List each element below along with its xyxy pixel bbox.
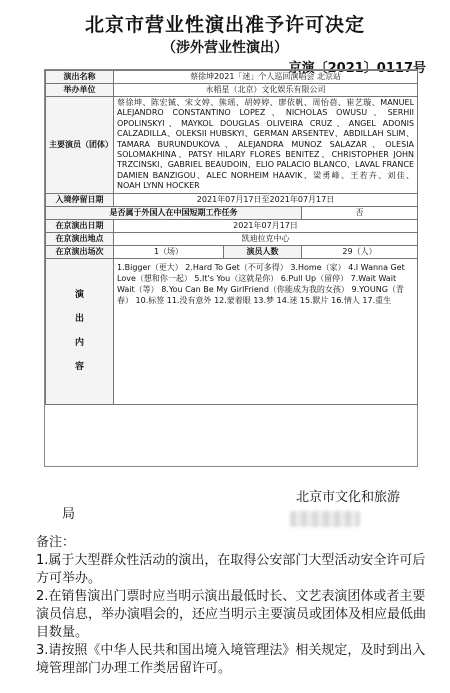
show-name-value: 蔡徐坤2021「迷」个人巡回演唱会 北京站: [114, 71, 418, 84]
note-item: 3.请按照《中华人民共和国出境入境管理法》相关规定，及时到出入境管理部门办理工作类居留许可。: [36, 643, 426, 676]
performers-value: 蔡徐坤、陈宏铖、宋文婷、熊瑶、胡婷婷、廖依帆、周怡蓓、崔艺璇、MANUEL ALEJANDRO CONSTANTINO LOPEZ、NICHOLAS OWUSU、SERHII OPOLINSKYI、MAYKOL DOUGLAS OLIVEIRA CRUZ、ANGEL ADONIS CALZADILLA、OLEKSII HUBSKYI、GERMAN ARSENTEV、ABDILLAH SLIM、TAMARA BURUNDUKOVA、ALEJANDRA MUNOZ SALAZAR、OLESIA SOLOMAKHINA、PATSY HILARY FLORES BENITEZ、CHRISTOPHER JOHN TRZCINSKI、GABRIEL BEAUDOIN、ELIO PALACIO BLANCO、LAVAL FRANCE DAMIEN BANZIGOU、ALEC NORHEIM HAAVIK、梁勇峰、王若卉、刘佳、NOAH LYNN HOCKER: [114, 97, 418, 194]
content-label-char: 演: [74, 290, 84, 301]
permit-table: [45, 70, 418, 405]
row-sessions: [46, 245, 418, 258]
venue-value: 凯迪拉克中心: [114, 232, 418, 245]
row-content: [46, 258, 418, 404]
note-item: 1.属于大型群众性活动的演出，在取得公安部门大型活动安全许可后方可举办。: [36, 553, 426, 586]
content-label: [46, 258, 114, 404]
content-label-char: 内: [74, 338, 84, 349]
cast-count-label: 演员人数: [224, 245, 302, 258]
stay-period-value: 2021年07月17日至2021年07月17日: [114, 193, 418, 206]
redacted-date: [290, 511, 360, 527]
show-name-label: 演出名称: [46, 71, 114, 84]
document-subtitle: （涉外营业性演出）: [162, 40, 288, 56]
sessions-value: 1（场）: [114, 245, 224, 258]
venue-label: 在京演出地点: [46, 232, 114, 245]
cast-count-value: 29（人）: [302, 245, 418, 258]
issuing-authority: 北京市文化和旅游: [296, 490, 401, 505]
row-short-term-work: [46, 206, 418, 219]
short-term-work-value: 否: [302, 206, 418, 219]
document-title: 北京市营业性演出准予许可决定: [84, 14, 365, 36]
performers-label: 主要演员（团体）: [46, 97, 114, 194]
notes-section: [36, 534, 430, 678]
show-date-label: 在京演出日期: [46, 219, 114, 232]
content-label-char: 出: [74, 314, 84, 325]
notes-heading: 备注：: [36, 535, 76, 550]
sessions-label: 在京演出场次: [46, 245, 114, 258]
show-date-value: 2021年07月17日: [114, 219, 418, 232]
organizer-label: 举办单位: [46, 84, 114, 97]
permit-table-frame: [44, 69, 418, 467]
organizer-value: 永稻星（北京）文化娱乐有限公司: [114, 84, 418, 97]
row-organizer: [46, 84, 418, 97]
row-show-name: [46, 71, 418, 84]
row-performers: [46, 97, 418, 194]
content-value: 1.Bigger（更大） 2.Hard To Get（不可多得） 3.Home（家） 4.I Wanna Get Love（想和你一起） 5.It's You（这就是你） 6.Pull Up（留停） 7.Wait Wait Wait（等） 8.You Can Be My GirlFriend（你能成为我的女孩） 9.YOUNG（青春） 10.标签 11.没有意外 12.蒙着眼 13.梦 14.迷 15.默片 16.情人 17.重生: [114, 258, 418, 404]
row-stay-period: [46, 193, 418, 206]
content-label-char: 容: [74, 362, 84, 373]
note-item: 2.在销售演出门票时应当明示演出最低时长、文艺表演团体或者主要演员信息，举办演唱会的，还应当明示主要演员或团体及相应最低曲目数量。: [36, 589, 427, 640]
short-term-work-label: 是否属于外国人在中国短期工作任务: [46, 206, 302, 219]
row-show-date: [46, 219, 418, 232]
issuing-authority-suffix: 局: [62, 507, 76, 522]
stay-period-label: 入境停留日期: [46, 193, 114, 206]
row-venue: [46, 232, 418, 245]
document-number: 京演〔2021〕0117号: [288, 61, 426, 76]
